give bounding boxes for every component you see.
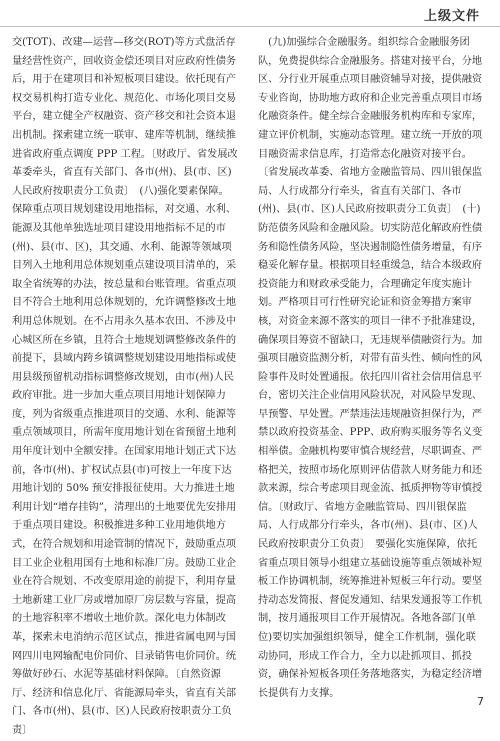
left-column xyxy=(12,34,238,741)
text-line: 交(TOT)、改建—运营—移交(ROT)等方式盘活存 xyxy=(12,37,236,48)
text-line: 后，用于在建项目和补短板项目建设。依托现有产 xyxy=(12,74,237,86)
text-line: 经济和信息化厅、省能源局牵头，省直有关部门、各 xyxy=(12,687,237,718)
text-line: 建设项目清单的，采取全省统筹的办法，按总量和台 xyxy=(12,260,237,290)
text-line: 预留土地利用年度计划中全额安排。在国家用地计 xyxy=(12,427,237,458)
text-line: 优先安排用于重点项目建设。积极推进多种工业用 xyxy=(12,501,237,532)
text-line: 展情况。各地各部门(单位)要切实加强组织领导， xyxy=(258,613,476,643)
text-line: 预警、早处置。严禁违法违规融资担保行为，严禁以 xyxy=(258,408,483,439)
text-line: 网四川电网输配电价同价、目录销售电价同价。统 xyxy=(12,650,237,662)
text-line: 建设用地指标不足的市(州)、县(市、区)，其交通、 xyxy=(12,222,226,253)
text-line: 设，确保项目筹资不留缺口，无违规举债融资行为。 xyxy=(258,315,483,346)
text-line: 一年度下达用地计划的 50% 预安排报征使用。大 xyxy=(12,464,232,495)
text-line: 划正式下达前，各市(州)、扩权试点县(市)可按上 xyxy=(12,446,237,476)
text-line: 加强项目融资监测分析，对带有苗头性、倾向性的风 xyxy=(258,334,483,365)
text-line: 本级政府投资能力和财政承受能力，合理确定年度 xyxy=(258,260,483,290)
text-line: 量经营性资产，回收资金偿还项目对应政府性债务 xyxy=(12,55,237,67)
text-line: 责分工负责〕 xyxy=(308,539,365,551)
text-line: 融资需求信息库，打造常态化融资对接平台。〔省 xyxy=(258,148,472,179)
text-line: 存量土地新建工业厂房或增加原厂房层数与容量， xyxy=(12,576,237,606)
text-line: 允许调整修改土地利用总体规划。在不占用永久基 xyxy=(12,297,237,327)
text-line: 筹做好砂石、水泥等基础材料保障。〔自然资源厅、 xyxy=(12,669,221,699)
text-line: 区、分行业开展重点项目融资辅导对接，提供融资专 xyxy=(258,74,483,104)
text-line: 台，建立健全产权融资、资产移交和社会资本退出机 xyxy=(12,111,237,141)
text-line: 提高的土地容积率不增收土地价款。深化电力体制 xyxy=(12,594,237,625)
text-line: 推进补短板三年行动。要坚持动态发简报、督促发 xyxy=(258,576,483,606)
text-line: 融资条件。健全综合金融服务机构库和专家库，建 xyxy=(258,111,483,141)
text-line: 设用地指标或使用县级预留机动指标调整修改规 xyxy=(12,353,237,383)
text-line: 发展改革委、省地方金融监管局、四川银保监局、人 xyxy=(258,167,483,197)
text-line: 账管理。省重点项目不符合土地利用总体规划的， xyxy=(12,278,237,309)
text-line: 〔财政厅、省地方金融监管局、四川银保监局、人行 xyxy=(258,501,467,532)
text-line: 划，由市(州)人民政府审批。进一步加大重点项目 xyxy=(12,371,234,402)
text-line: 地供地方式，在符合规划和用途管制的情况下，鼓励 xyxy=(12,520,226,551)
text-line: 力推进土地利用计划“增存挂钩”，清理出的土地要 xyxy=(12,483,235,513)
page-header xyxy=(0,0,500,27)
text-line: 通知、结果发通报等工作机制，按月通报项目工作开 xyxy=(258,594,483,625)
text-line: 关，按照市场化原则评估借款人财务能力和还款来 xyxy=(258,464,483,495)
text-line: 实，为稳定经济增长提供有力支撑。 xyxy=(258,669,483,699)
text-line: 业咨询，协助地方政府和企业完善重点项目市场化 xyxy=(258,92,483,123)
text-line: 健全工作机制，强化联动协同，形成工作合力，全力 xyxy=(258,632,476,662)
text-line: 用地计划保障力度，列为省级重点推进项目的交通、 xyxy=(12,390,226,420)
text-line: 权交易机构打造专业化、规范化、市场化项目交易平 xyxy=(12,92,237,123)
text-line: 行成都分行牵头，省直有关部门、各市(州)、县(市、 xyxy=(258,185,462,216)
text-line: 立基础设施等重点领域补短板工作协调机制，统筹 xyxy=(258,557,483,588)
text-line: 区)人民政府按职责分工负责〕 xyxy=(320,204,453,216)
text-line: 用地指标，对交通、水利、能源及其他单独选址项目 xyxy=(12,204,237,234)
text-line: 案审核，对资金来源不落实的项目一律不予批准建 xyxy=(258,297,472,327)
text-line: 水利、能源等领域项目列入土地利用总体规划重点 xyxy=(12,241,232,272)
text-line: 以赴抓项目、抓投资，确保补短板各项任务落地落 xyxy=(258,650,472,681)
text-line: 府重点调度 PPP 工程。〔财政厅、省发展改革委牵 xyxy=(12,148,238,179)
text-line: 解政府性债务和隐性债务风险，坚决遏制隐性债务 xyxy=(258,222,483,253)
text-line: 政府投资基金、PPP、政府购买服务等名义变相举 xyxy=(258,427,483,458)
right-column xyxy=(258,34,484,703)
text-line: 成都分行牵头，各市(州)、县(市、区)人民政府按职 xyxy=(258,520,478,551)
text-line: 团队，免费提供综合金融服务。搭建对接平台，分地 xyxy=(258,37,483,67)
text-line: 要强化实施保障，依托省重点项目领导小组建 xyxy=(258,539,478,569)
text-line: (八)强化要素保障。保障重点项目规划建设 xyxy=(12,185,229,216)
page-number: 7 xyxy=(477,695,484,708)
text-line: 制。探索建立统一联审、建库等机制，继续推进省政 xyxy=(12,129,237,160)
text-line: 市(州)、县(市、区)人民政府按职责分工负责〕 xyxy=(12,706,232,736)
text-line: 水利、能源等重点领域项目，所需年度用地计划在省 xyxy=(12,408,237,439)
text-line: 增量，有序稳妥化解存量。根据项目轻重缓急，结合 xyxy=(258,241,483,272)
text-line: 台，密切关注企业信用风险状况，对风险早发现、早 xyxy=(258,390,483,420)
text-line: 立评价机制，实施动态管理。建立统一开放的项目 xyxy=(258,129,483,160)
text-line: 改革，探索未电消纳示范区试点，推进省属电网与国 xyxy=(12,613,237,643)
text-line: (十)防范债务风险和金融风险。切实防范化 xyxy=(258,204,481,234)
text-line: 本农田、不涉及中心城区所在乡镇，且符合土地规划 xyxy=(12,315,237,346)
text-line: 实施计划。严格项目可行性研究论证和资金筹措方 xyxy=(258,278,472,309)
text-line: 重点项目工业企业租用国有土地和标准厂房。鼓励 xyxy=(12,539,237,569)
text-line: 源，综合考虑项目现金流、抵质押物等审慎授信。 xyxy=(258,483,483,513)
text-line: (九)加强综合金融服务。组织综合金融服务 xyxy=(258,37,460,48)
text-line: 头，省直有关部门、各市(州)、县(市、区)人民政府 xyxy=(12,167,232,197)
header-title: 上级文件 xyxy=(423,9,480,24)
text-line: 债。金融机构要审慎合规经营，尽职调查、严格把 xyxy=(258,446,483,476)
text-line: 按职责分工负责〕 xyxy=(52,185,130,197)
text-line: 工业企业在符合规划、不改变原用途的前提下，利用 xyxy=(12,557,237,588)
text-line: 调整修改条件的前提下，县域内跨乡镇调整规划建 xyxy=(12,334,237,365)
text-line: 险事件及时处置通报。依托四川省社会信用信息平 xyxy=(258,371,483,383)
